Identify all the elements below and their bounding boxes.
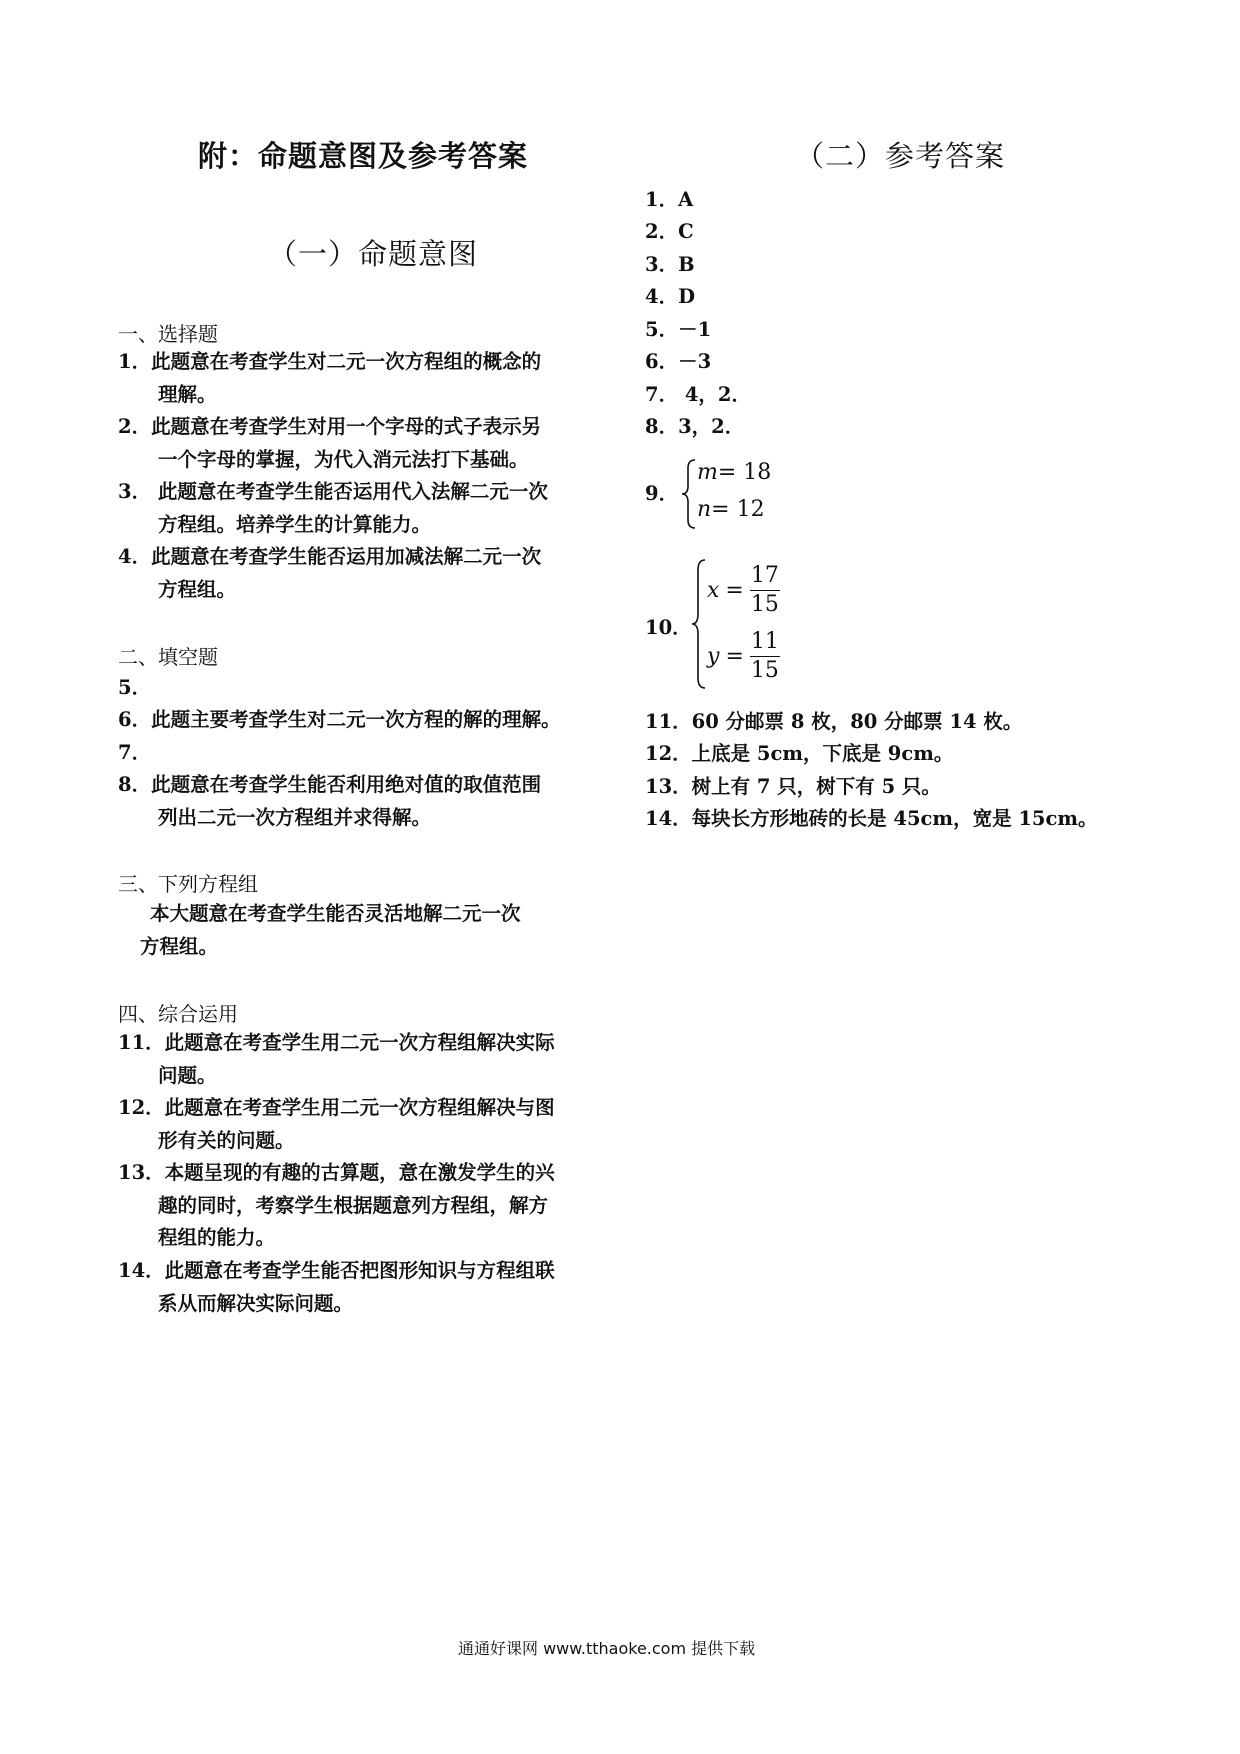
answer-13: 13．树上有 7 只，树下有 5 只。 (645, 775, 941, 798)
section-heading-application: 四、综合运用 (118, 1002, 238, 1026)
answer-14: 14．每块长方形地砖的长是 45cm，宽是 15cm。 (645, 807, 1098, 830)
intent-item-1 (118, 346, 608, 411)
item-number: 5． (118, 676, 152, 699)
item-text: 此题主要考查学生对二元一次方程的解的理解。 (151, 708, 561, 731)
item-number: 2． (118, 415, 152, 438)
item-number: 12． (118, 1096, 165, 1119)
right-title: （二）参考答案 (795, 139, 1006, 173)
item-text: 此题意在考查学生能否把图形知识与方程组联 (164, 1259, 555, 1282)
equals-sign: = (725, 578, 744, 603)
item-text-cont: 问题。 (158, 1063, 217, 1087)
item-number: 4． (118, 545, 152, 568)
left-brace-icon (680, 458, 698, 530)
item-number: 8． (118, 773, 152, 796)
left-title: 附：命题意图及参考答案 (198, 139, 529, 173)
fraction-y (750, 628, 780, 685)
variable-n: n (697, 497, 712, 522)
page-footer: 通通好课网 www.tthaoke.com 提供下载 (458, 1639, 756, 1658)
intent-item-8 (118, 769, 608, 834)
paragraph-text: 本大题意在考查学生能否灵活地解二元一次 (150, 902, 521, 925)
section-heading-equations: 三、下列方程组 (118, 872, 258, 896)
answer-5: 5．－1 (645, 318, 712, 341)
intent-paragraph-3 (118, 898, 608, 963)
item-text-cont: 形有关的问题。 (158, 1128, 295, 1152)
item-text-cont: 理解。 (158, 382, 217, 406)
intent-item-14 (118, 1255, 608, 1320)
item-number: 1． (118, 350, 152, 373)
intent-item-3 (118, 476, 608, 541)
answer-4: 4．D (645, 285, 695, 308)
answer-2: 2．C (645, 220, 694, 243)
item-number: 13． (118, 1161, 165, 1184)
fraction-x (750, 562, 780, 619)
denominator: 15 (750, 592, 779, 617)
item-text: 此题意在考查学生能否运用代入法解二元一次 (151, 480, 548, 503)
section-heading-choice: 一、选择题 (118, 322, 218, 346)
answer-9-label: 9． (645, 482, 679, 505)
item-text-cont: 系从而解决实际问题。 (158, 1291, 354, 1315)
answer-6: 6．－3 (645, 350, 712, 373)
item-number: 3． (118, 480, 152, 503)
item-text: 此题意在考查学生对二元一次方程组的概念的 (151, 350, 542, 373)
item-number: 14． (118, 1259, 165, 1282)
left-brace-icon (690, 558, 708, 690)
item-number: 11． (118, 1031, 165, 1054)
item-text-cont: 程组的能力。 (158, 1226, 276, 1249)
answer-10-label: 10． (645, 616, 692, 639)
answer-12: 12．上底是 5cm，下底是 9cm。 (645, 742, 954, 765)
intent-item-5 (118, 672, 608, 705)
item-number: 7． (118, 741, 152, 764)
answer-1: 1．A (645, 188, 694, 211)
value-m: = 18 (717, 460, 772, 485)
answer-7: 7． 4，2． (645, 383, 751, 406)
paragraph-text-cont: 方程组。 (140, 934, 219, 958)
variable-x: x (707, 578, 720, 603)
item-text: 此题意在考查学生能否利用绝对值的取值范围 (151, 773, 542, 796)
item-text-cont: 一个字母的掌握，为代入消元法打下基础。 (158, 447, 529, 471)
variable-y: y (707, 644, 720, 669)
numerator: 11 (750, 629, 779, 654)
equals-sign: = (725, 644, 744, 669)
intent-item-4 (118, 541, 608, 606)
answer-9-equation-n (697, 497, 765, 522)
answer-10-equation-x (707, 562, 780, 619)
answer-10-equation-y (707, 628, 780, 685)
answer-9-equation-m (697, 460, 771, 485)
answer-11: 11．60 分邮票 8 枚，80 分邮票 14 枚。 (645, 710, 1023, 733)
denominator: 15 (750, 658, 779, 683)
answer-3: 3．B (645, 253, 695, 276)
section-heading-fill: 二、填空题 (118, 645, 218, 669)
intent-item-2 (118, 411, 608, 476)
intent-item-6 (118, 704, 628, 737)
variable-m: m (697, 460, 718, 485)
item-text: 此题意在考查学生对用一个字母的式子表示另 (151, 415, 542, 438)
intent-item-11 (118, 1027, 608, 1092)
item-text: 此题意在考查学生能否运用加减法解二元一次 (151, 545, 542, 568)
answer-8: 8．3，2． (645, 415, 745, 438)
item-number: 6． (118, 708, 152, 731)
value-n: = 12 (711, 497, 765, 522)
item-text: 此题意在考查学生用二元一次方程组解决与图 (164, 1096, 555, 1119)
item-text-cont: 列出二元一次方程组并求得解。 (158, 805, 432, 829)
item-text-cont: 方程组。培养学生的计算能力。 (158, 512, 432, 536)
intent-item-12 (118, 1092, 608, 1157)
item-text: 此题意在考查学生用二元一次方程组解决实际 (164, 1031, 555, 1054)
intent-item-7 (118, 737, 608, 770)
left-subtitle: （一）命题意图 (268, 237, 479, 271)
item-text-cont: 方程组。 (158, 577, 237, 601)
numerator: 17 (750, 563, 779, 588)
intent-item-13 (118, 1157, 608, 1255)
item-text-cont: 趣的同时，考察学生根据题意列方程组，解方 (158, 1193, 549, 1217)
item-text: 本题呈现的有趣的古算题，意在激发学生的兴 (164, 1161, 555, 1184)
